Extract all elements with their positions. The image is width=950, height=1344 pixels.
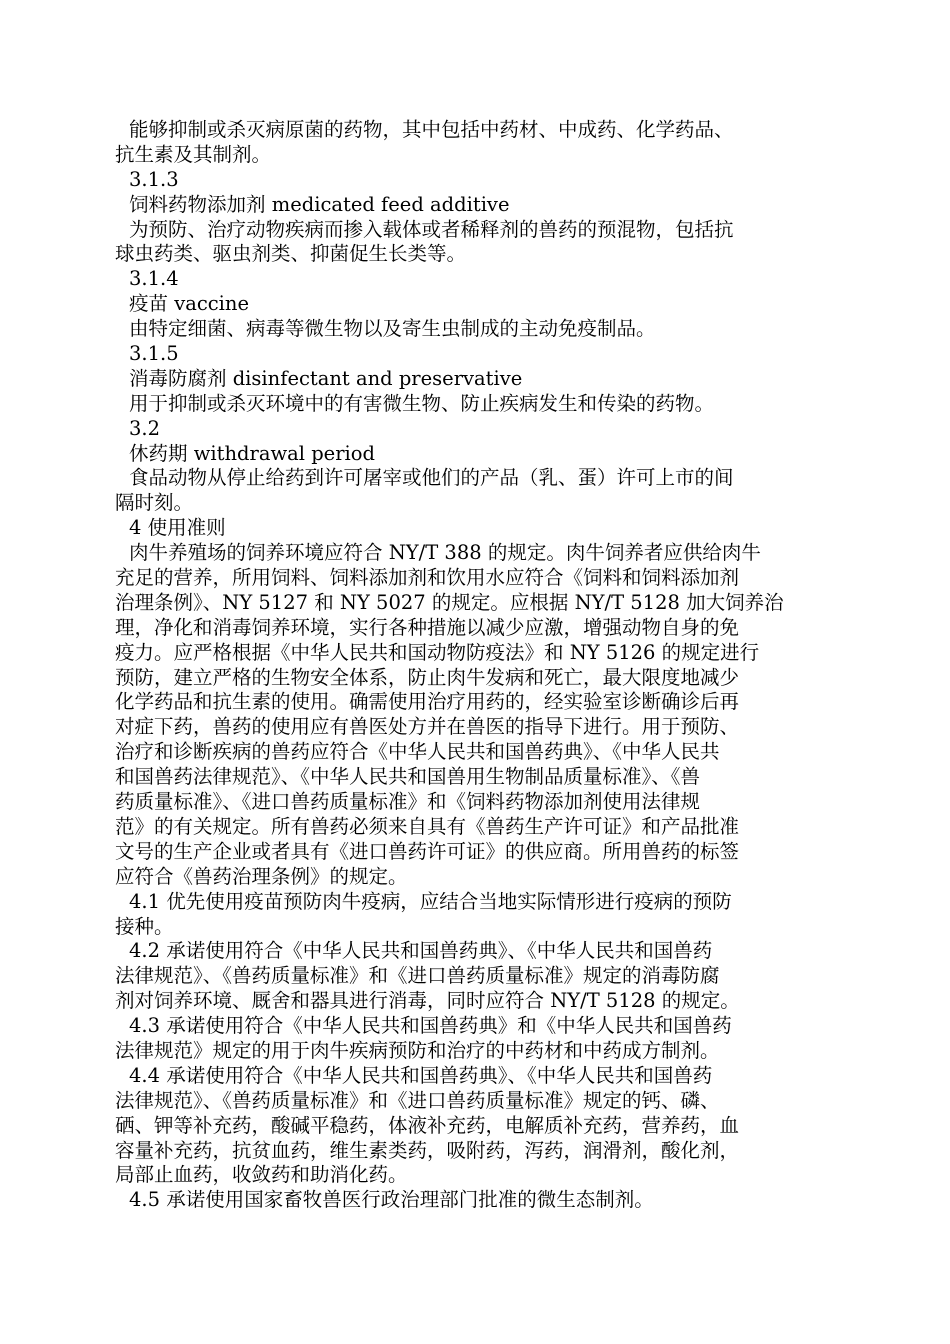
text-line: 食品动物从停止给药到许可屠宰或他们的产品（乳、蛋）许可上市的间 [129, 466, 734, 490]
text-line: 法律规范》、《兽药质量标准》和《进口兽药质量标准》规定的钙、磷、 [115, 1088, 720, 1112]
text-line: 4.4 承诺使用符合《中华人民共和国兽药典》、《中华人民共和国兽药 [129, 1063, 713, 1087]
text-line: 消毒防腐剂 disinfectant and preservative [129, 366, 523, 390]
text-line: 疫力。应严格根据《中华人民共和国动物防疫法》和 NY 5126 的规定进行 [115, 640, 760, 664]
text-line: 为预防、治疗动物疾病而掺入载体或者稀释剂的兽药的预混物，包括抗 [129, 217, 734, 241]
text-line: 范》的有关规定。所有兽药必须来自具有《兽药生产许可证》和产品批准 [115, 814, 740, 838]
text-line: 预防，建立严格的生物安全体系，防止肉牛发病和死亡，最大限度地减少 [115, 665, 740, 689]
text-line: 局部止血药，收敛药和助消化药。 [115, 1163, 408, 1187]
text-line: 理，净化和消毒饲养环境，实行各种措施以减少应激，增强动物自身的免 [115, 615, 740, 639]
text-line: 剂对饲养环境、厩舍和器具进行消毒，同时应符合 NY/T 5128 的规定。 [115, 989, 740, 1013]
text-line: 容量补充药，抗贫血药，维生素类药，吸附药，泻药，润滑剂，酸化剂， [115, 1138, 740, 1162]
text-line: 疫苗 vaccine [129, 292, 250, 316]
text-line: 4 使用准则 [129, 516, 226, 540]
text-line: 法律规范》规定的用于肉牛疾病预防和治疗的中药材和中药成方制剂。 [115, 1038, 720, 1062]
text-line: 接种。 [115, 914, 174, 938]
text-line: 4.3 承诺使用符合《中华人民共和国兽药典》和《中华人民共和国兽药 [129, 1014, 732, 1038]
text-line: 硒、钾等补充药，酸碱平稳药，体液补充药，电解质补充药，营养药，血 [115, 1113, 740, 1137]
text-line: 球虫药类、驱虫剂类、抑菌促生长类等。 [115, 242, 467, 266]
text-line: 充足的营养，所用饲料、饲料添加剂和饮用水应符合《饲料和饲料添加剂 [115, 566, 740, 590]
text-line: 4.2 承诺使用符合《中华人民共和国兽药典》、《中华人民共和国兽药 [129, 939, 713, 963]
text-line: 4.5 承诺使用国家畜牧兽医行政治理部门批准的微生态制剂。 [129, 1188, 654, 1212]
text-line: 饲料药物添加剂 medicated feed additive [129, 192, 510, 216]
text-line: 3.1.4 [129, 267, 179, 291]
text-line: 用于抑制或杀灭环境中的有害微生物、防止疾病发生和传染的药物。 [129, 391, 715, 415]
text-line: 治理条例》、NY 5127 和 NY 5027 的规定。应根据 NY/T 5128 加大饲养治 [115, 590, 784, 614]
text-line: 抗生素及其制剂。 [115, 142, 272, 166]
text-line: 应符合《兽药治理条例》的规定。 [115, 864, 408, 888]
text-line: 法律规范》、《兽药质量标准》和《进口兽药质量标准》规定的消毒防腐 [115, 964, 720, 988]
text-line: 化学药品和抗生素的使用。确需使用治疗用药的，经实验室诊断确诊后再 [115, 690, 740, 714]
text-line: 肉牛养殖场的饲养环境应符合 NY/T 388 的规定。肉牛饲养者应供给肉牛 [129, 541, 761, 565]
text-line: 3.1.5 [129, 342, 179, 366]
text-line: 药质量标准》、《进口兽药质量标准》和《饲料药物添加剂使用法律规 [115, 790, 701, 814]
text-line: 和国兽药法律规范》、《中华人民共和国兽用生物制品质量标准》、《兽 [115, 765, 701, 789]
text-line: 由特定细菌、病毒等微生物以及寄生虫制成的主动免疫制品。 [129, 317, 656, 341]
text-line: 文号的生产企业或者具有《进口兽药许可证》的供应商。所用兽药的标签 [115, 839, 740, 863]
text-line: 3.2 [129, 416, 161, 440]
text-line: 4.1 优先使用疫苗预防肉牛疫病，应结合当地实际情形进行疫病的预防 [129, 889, 732, 913]
document-body [115, 118, 835, 1213]
text-line: 休药期 withdrawal period [129, 441, 376, 465]
text-line: 3.1.3 [129, 167, 179, 191]
text-line: 治疗和诊断疾病的兽药应符合《中华人民共和国兽药典》、《中华人民共 [115, 740, 720, 764]
text-line: 隔时刻。 [115, 491, 194, 515]
text-line: 对症下药，兽药的使用应有兽医处方并在兽医的指导下进行。用于预防、 [115, 715, 740, 739]
text-line: 能够抑制或杀灭病原菌的药物，其中包括中药材、中成药、化学药品、 [129, 118, 734, 141]
